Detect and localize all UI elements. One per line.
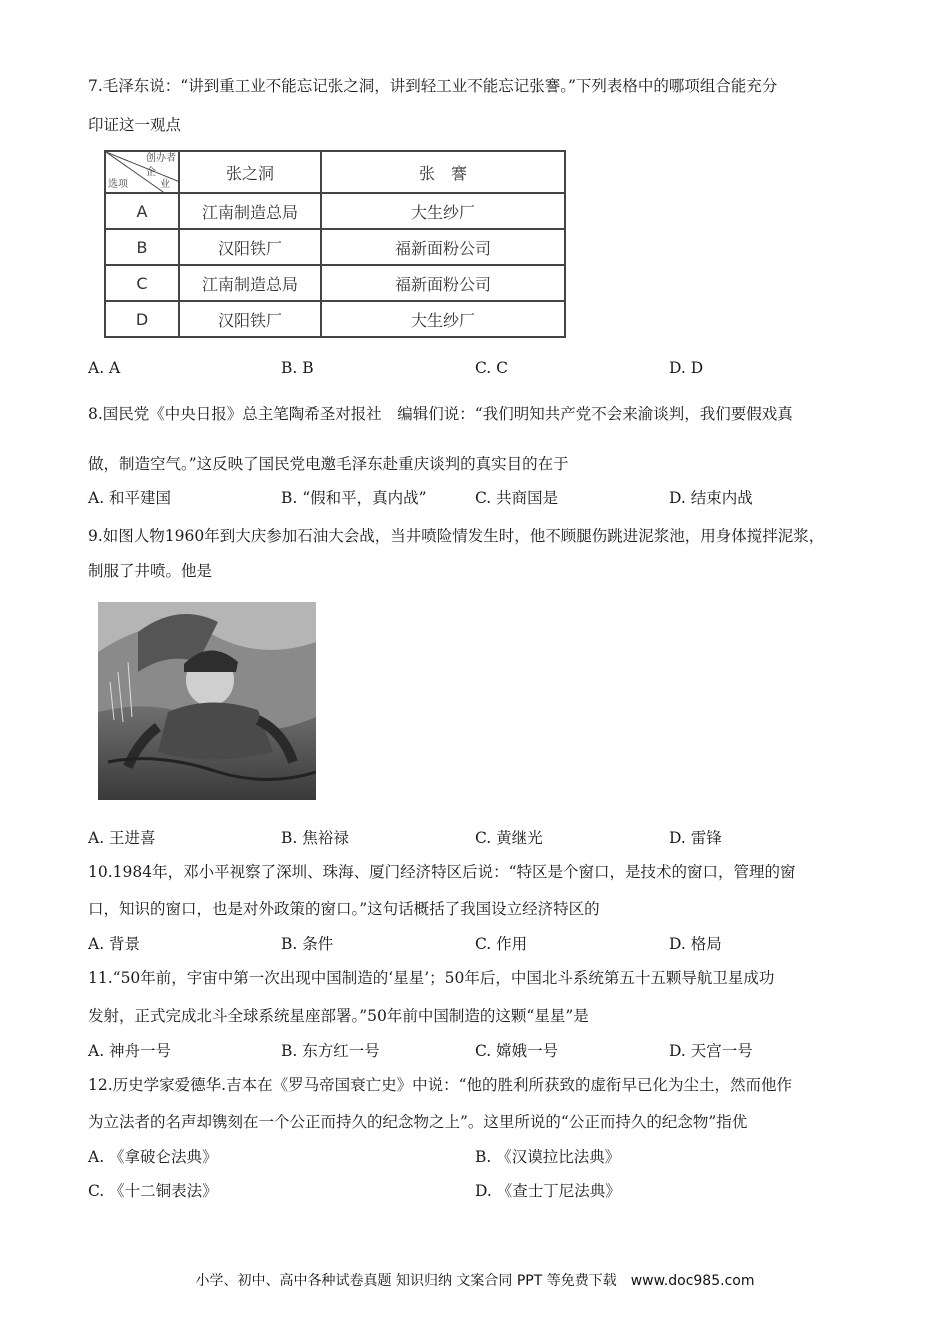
q12-stem-line2: 为立法者的名声却镌刻在一个公正而持久的纪念物之上”。这里所说的“公正而持久的纪念物”指优 [88, 1113, 748, 1131]
table-row [105, 229, 565, 265]
q12-option-a[interactable]: A. 《拿破仑法典》 [88, 1148, 218, 1166]
q11-option-d[interactable]: D. 天宫一号 [669, 1042, 753, 1060]
q9-option-a[interactable]: A. 王进喜 [88, 829, 156, 847]
q11-stem-line2: 发射，正式完成北斗全球系统星座部署。”50年前中国制造的这颗“星星”是 [88, 1007, 589, 1025]
row-zhang-jian: 福新面粉公司 [321, 229, 565, 265]
row-zhang-jian: 福新面粉公司 [321, 265, 565, 301]
row-option: D [105, 301, 179, 337]
row-zhang-jian: 大生纱厂 [321, 301, 565, 337]
q12-stem-line1: 12.历史学家爱德华.吉本在《罗马帝国衰亡史》中说：“他的胜利所获致的虚衔早已化为尘土，然而他作 [88, 1076, 793, 1094]
header-zhang-jian: 张 謇 [321, 151, 565, 193]
page-footer: 小学、初中、高中各种试卷真题 知识归纳 文案合同 PPT 等免费下载 www.doc985.com [195, 1273, 755, 1289]
corner-label-enterprise-2: 业 [160, 179, 170, 190]
q9-stem-line1: 9.如图人物1960年到大庆参加石油大会战，当井喷险情发生时，他不顾腿伤跳进泥浆池，用身体搅拌泥浆， [88, 527, 825, 545]
row-zhang-jian: 大生纱厂 [321, 193, 565, 229]
row-zhang-zhidong: 汉阳铁厂 [179, 301, 321, 337]
q8-stem-line2: 做，制造空气。”这反映了国民党电邀毛泽东赴重庆谈判的真实目的在于 [88, 455, 569, 473]
q7-option-c[interactable]: C. C [475, 359, 509, 377]
q11-option-b[interactable]: B. 东方红一号 [281, 1042, 380, 1060]
corner-label-enterprise-1: 企 [146, 167, 156, 178]
q7-option-b[interactable]: B. B [281, 359, 314, 377]
row-option: B [105, 229, 179, 265]
q11-option-a[interactable]: A. 神舟一号 [88, 1042, 172, 1060]
q10-option-d[interactable]: D. 格局 [669, 935, 722, 953]
q12-option-c[interactable]: C. 《十二铜表法》 [88, 1182, 218, 1200]
q8-option-b[interactable]: B. “假和平，真内战” [281, 489, 427, 507]
q10-stem-line1: 10.1984年，邓小平视察了深圳、珠海、厦门经济特区后说：“特区是个窗口，是技术的窗口，管理的窗 [88, 863, 796, 881]
q8-stem-line1: 8.国民党《中央日报》总主笔陶希圣对报社 编辑们说：“我们明知共产党不会来渝谈判，我们要假戏真 [88, 405, 793, 423]
q7-option-a[interactable]: A. A [88, 359, 121, 377]
q9-stem-line2: 制服了井喷。他是 [88, 562, 213, 580]
row-zhang-zhidong: 汉阳铁厂 [179, 229, 321, 265]
table-row [105, 265, 565, 301]
q10-stem-line2: 口，知识的窗口，也是对外政策的窗口。”这句话概括了我国设立经济特区的 [88, 900, 600, 918]
q11-option-c[interactable]: C. 嫦娥一号 [475, 1042, 559, 1060]
q7-stem-line1: 7.毛泽东说：“讲到重工业不能忘记张之洞，讲到轻工业不能忘记张謇。”下列表格中的哪项组合能充分 [88, 77, 778, 95]
q12-option-b[interactable]: B. 《汉谟拉比法典》 [475, 1148, 621, 1166]
q8-option-a[interactable]: A. 和平建国 [88, 489, 172, 507]
q10-option-b[interactable]: B. 条件 [281, 935, 334, 953]
corner-label-founder: 创办者 [146, 153, 176, 164]
q12-option-d[interactable]: D. 《查士丁尼法典》 [475, 1182, 621, 1200]
q9-option-c[interactable]: C. 黄继光 [475, 829, 543, 847]
q11-stem-line1: 11.“50年前，宇宙中第一次出现中国制造的‘星星’；50年后，中国北斗系统第五十五颗导航卫星成功 [88, 969, 775, 987]
header-zhang-zhidong: 张之洞 [179, 151, 321, 193]
q7-option-d[interactable]: D. D [669, 359, 704, 377]
photo-illustration [98, 602, 316, 800]
table-row [105, 193, 565, 229]
q9-option-b[interactable]: B. 焦裕禄 [281, 829, 349, 847]
row-zhang-zhidong: 江南制造总局 [179, 193, 321, 229]
historical-photo [98, 602, 316, 800]
table-row [105, 301, 565, 337]
q10-option-a[interactable]: A. 背景 [88, 935, 141, 953]
q8-option-d[interactable]: D. 结束内战 [669, 489, 753, 507]
corner-label-option: 选项 [108, 179, 128, 190]
table-header-row [105, 151, 565, 193]
row-zhang-zhidong: 江南制造总局 [179, 265, 321, 301]
q7-table [104, 150, 566, 338]
q10-option-c[interactable]: C. 作用 [475, 935, 528, 953]
table-corner-cell [105, 151, 179, 193]
row-option: A [105, 193, 179, 229]
row-option: C [105, 265, 179, 301]
q9-option-d[interactable]: D. 雷锋 [669, 829, 722, 847]
q8-option-c[interactable]: C. 共商国是 [475, 489, 559, 507]
q7-stem-line2: 印证这一观点 [88, 116, 182, 134]
